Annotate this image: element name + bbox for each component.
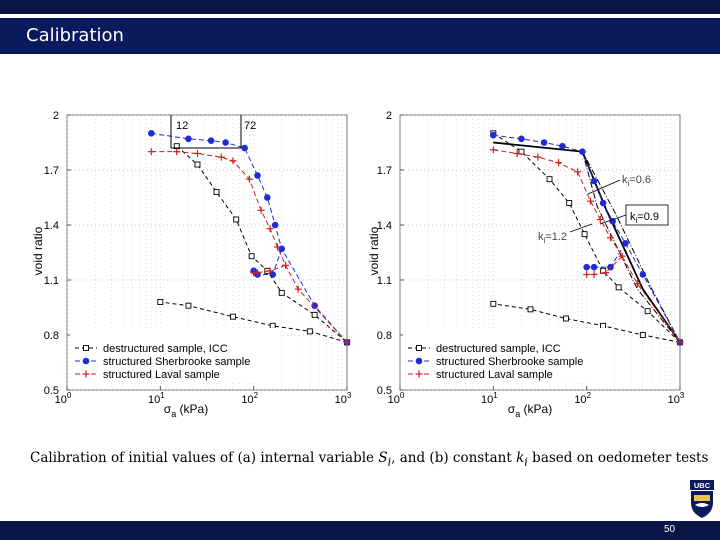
- data-point-circle: [254, 172, 261, 179]
- x-axis-label: [508, 402, 552, 419]
- data-point-circle: [541, 139, 548, 146]
- legend-entry: structured Laval sample: [103, 369, 220, 381]
- y-tick-label: 0.5: [43, 385, 59, 397]
- data-point-square: [312, 312, 317, 317]
- data-point-circle: [640, 271, 647, 278]
- data-point-square: [214, 190, 219, 195]
- x-axis-label-unit: (kPa): [520, 402, 553, 416]
- data-point-circle: [311, 302, 318, 309]
- legend-b: [403, 328, 613, 381]
- data-point-circle: [148, 130, 155, 137]
- data-point-square: [563, 316, 568, 321]
- caption-text: based on oedometer tests: [527, 450, 709, 466]
- data-point-square: [270, 323, 275, 328]
- x-tick-exponent: 2: [586, 391, 592, 400]
- x-tick-exponent: 1: [160, 391, 165, 400]
- data-point-square: [417, 346, 422, 351]
- annotation-label-72: 72: [244, 120, 257, 132]
- caption-var-sub: i: [387, 455, 392, 469]
- data-point-square: [616, 285, 621, 290]
- x-axis-label-main: σ: [163, 402, 172, 416]
- ubc-logo: [689, 479, 715, 519]
- x-tick-label: $10^0$: [54, 391, 72, 406]
- data-point-square: [491, 301, 496, 306]
- annotation-ki-09: $k_i=0.9$: [630, 211, 659, 225]
- caption-text: Calibration of initial values of (a) internal variable: [30, 450, 379, 466]
- data-point-square: [582, 232, 587, 237]
- y-tick-label: 0.5: [376, 385, 392, 397]
- data-point-square: [230, 314, 235, 319]
- caption-text: , and (b) constant: [391, 450, 517, 466]
- bottom-bar: [0, 521, 720, 540]
- logo-text: UBC: [693, 481, 711, 490]
- x-tick-label: $10^3$: [334, 391, 352, 406]
- x-axis-label-unit: (kPa): [176, 402, 209, 416]
- data-point-circle: [591, 178, 598, 185]
- x-tick-label: $10^1$: [147, 391, 165, 406]
- data-point-square: [195, 162, 200, 167]
- y-axis-label: void ratio: [367, 226, 381, 276]
- x-tick-exponent: 2: [253, 391, 259, 400]
- data-point-circle: [490, 132, 497, 139]
- x-tick-label: $10^1$: [480, 391, 498, 406]
- figure-caption: [30, 450, 708, 469]
- data-point-circle: [241, 145, 248, 152]
- y-tick-label: 1.1: [43, 275, 59, 287]
- data-point-square: [645, 309, 650, 314]
- data-point-square: [547, 177, 552, 182]
- x-tick-exponent: 1: [493, 391, 498, 400]
- y-axis-label: void ratio: [31, 226, 45, 276]
- y-tick-label: 1.4: [43, 220, 59, 232]
- y-tick-label: 1.7: [43, 165, 59, 177]
- data-point-circle: [559, 143, 566, 150]
- x-tick-label: $10^0$: [387, 391, 405, 406]
- data-point-square: [567, 201, 572, 206]
- x-axis-label: [164, 402, 208, 419]
- data-point-square: [640, 333, 645, 338]
- data-point-square: [234, 217, 239, 222]
- data-point-square: [84, 346, 89, 351]
- x-axis-label-main: σ: [507, 402, 516, 416]
- data-point-square: [528, 307, 533, 312]
- x-axis-label-sub: a: [171, 409, 177, 419]
- page-number: 50: [664, 524, 676, 535]
- data-point-square: [601, 323, 606, 328]
- x-tick-label: $10^3$: [667, 391, 685, 406]
- data-point-square: [158, 300, 163, 305]
- legend-entry: destructured sample, ICC: [103, 343, 228, 355]
- chart-b: [360, 96, 720, 426]
- data-point-circle: [185, 136, 192, 143]
- title-bar: [0, 18, 720, 54]
- slide-title: Calibration: [26, 25, 124, 46]
- x-tick-label: $10^2$: [574, 391, 592, 406]
- data-point-circle: [579, 148, 586, 155]
- legend-entry: structured Sherbrooke sample: [436, 356, 584, 368]
- x-tick-exponent: 3: [346, 391, 352, 400]
- data-point-square: [186, 303, 191, 308]
- data-point-circle: [600, 200, 607, 207]
- y-tick-label: 0.8: [376, 330, 392, 342]
- y-tick-label: 0.8: [43, 330, 59, 342]
- data-point-circle: [208, 137, 215, 144]
- y-tick-label: 2: [385, 110, 392, 122]
- legend-entry: structured Sherbrooke sample: [103, 356, 251, 368]
- data-point-circle: [416, 358, 423, 365]
- data-point-circle: [622, 240, 629, 247]
- x-tick-exponent: 0: [399, 391, 405, 400]
- caption-var: k: [516, 450, 525, 466]
- y-tick-label: 1.4: [376, 220, 392, 232]
- data-point-square: [249, 254, 254, 259]
- data-point-circle: [518, 136, 525, 143]
- data-point-circle: [272, 222, 279, 229]
- y-tick-label: 1.7: [376, 165, 392, 177]
- y-tick-label: 1.1: [376, 275, 392, 287]
- x-tick-label: $10^2$: [241, 391, 259, 406]
- x-axis-label-sub: a: [515, 409, 521, 419]
- data-point-circle: [591, 264, 598, 271]
- annotation-ki-12: $k_i=1.2$: [538, 231, 567, 245]
- legend-entry: structured Laval sample: [436, 369, 553, 381]
- top-bar: [0, 0, 720, 14]
- data-point-circle: [583, 264, 590, 271]
- caption-var: S: [378, 450, 388, 466]
- annotation-ki-06: $k_i=0.6$: [622, 174, 651, 188]
- data-point-square: [279, 290, 284, 295]
- legend-a: [70, 328, 280, 381]
- x-tick-exponent: 3: [679, 391, 685, 400]
- chart-a: [0, 96, 360, 426]
- data-point-circle: [264, 194, 271, 201]
- data-point-circle: [83, 358, 90, 365]
- data-point-square: [307, 329, 312, 334]
- data-point-circle: [222, 139, 229, 146]
- y-tick-label: 2: [52, 110, 59, 122]
- legend-entry: destructured sample, ICC: [436, 343, 561, 355]
- annotation-label-12: 12: [176, 120, 189, 132]
- x-tick-exponent: 0: [66, 391, 72, 400]
- caption-var-sub: i: [524, 455, 528, 469]
